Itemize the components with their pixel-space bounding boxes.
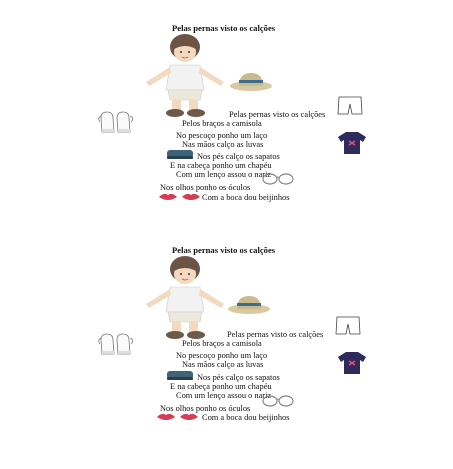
poem-title: Pelas pernas visto os calções xyxy=(172,245,276,255)
poem-line-9: Com a boca dou beijinhos xyxy=(202,413,290,422)
tshirt-icon xyxy=(337,131,367,155)
gloves-icon xyxy=(98,108,136,136)
shorts-icon xyxy=(335,316,361,336)
poem-line-4: Nas mãos calço as luvas xyxy=(182,140,264,149)
poem-line-6: E na cabeça ponho um chapéu xyxy=(170,382,272,391)
poem-line-3: No pescoço ponho um laço xyxy=(176,131,268,140)
poem-line-3: No pescoço ponho um laço xyxy=(176,351,268,360)
poem-line-1: Pelas pernas visto os calções xyxy=(229,110,326,119)
lips-icon xyxy=(158,192,202,202)
lips-icon xyxy=(156,412,200,422)
poem-line-7: Com um lenço assou o nariz xyxy=(176,170,272,179)
poem-line-9: Com a boca dou beijinhos xyxy=(202,193,290,202)
poem-line-4: Nas mãos calço as luvas xyxy=(182,360,264,369)
glasses-icon xyxy=(262,172,294,186)
shoes-icon xyxy=(166,369,194,381)
poem-line-8: Nos olhos ponho os óculos xyxy=(160,183,251,192)
boy-illustration xyxy=(140,32,232,118)
glasses-icon xyxy=(262,394,294,408)
poem-title: Pelas pernas visto os calções xyxy=(172,23,276,33)
poem-sheet-top xyxy=(0,0,453,226)
poem-line-7: Com um lenço assou o nariz xyxy=(176,391,272,400)
poem-line-5: Nos pés calço os sapatos xyxy=(197,373,280,382)
boy-illustration xyxy=(140,254,232,340)
shoes-icon xyxy=(166,148,194,160)
poem-line-5: Nos pés calço os sapatos xyxy=(197,152,280,161)
hat-icon xyxy=(226,293,272,315)
tshirt-icon xyxy=(337,351,367,375)
poem-line-2: Pelos braços a camisola xyxy=(182,339,262,348)
poem-line-2: Pelos braços a camisola xyxy=(182,119,262,128)
poem-line-1: Pelas pernas visto os calções xyxy=(227,330,324,339)
hat-icon xyxy=(228,70,274,92)
gloves-icon xyxy=(98,330,136,358)
poem-line-8: Nos olhos ponho os óculos xyxy=(160,404,251,413)
shorts-icon xyxy=(337,96,363,116)
poem-line-6: E na cabeça ponho um chapéu xyxy=(170,161,272,170)
poem-sheet-bottom xyxy=(0,243,453,469)
